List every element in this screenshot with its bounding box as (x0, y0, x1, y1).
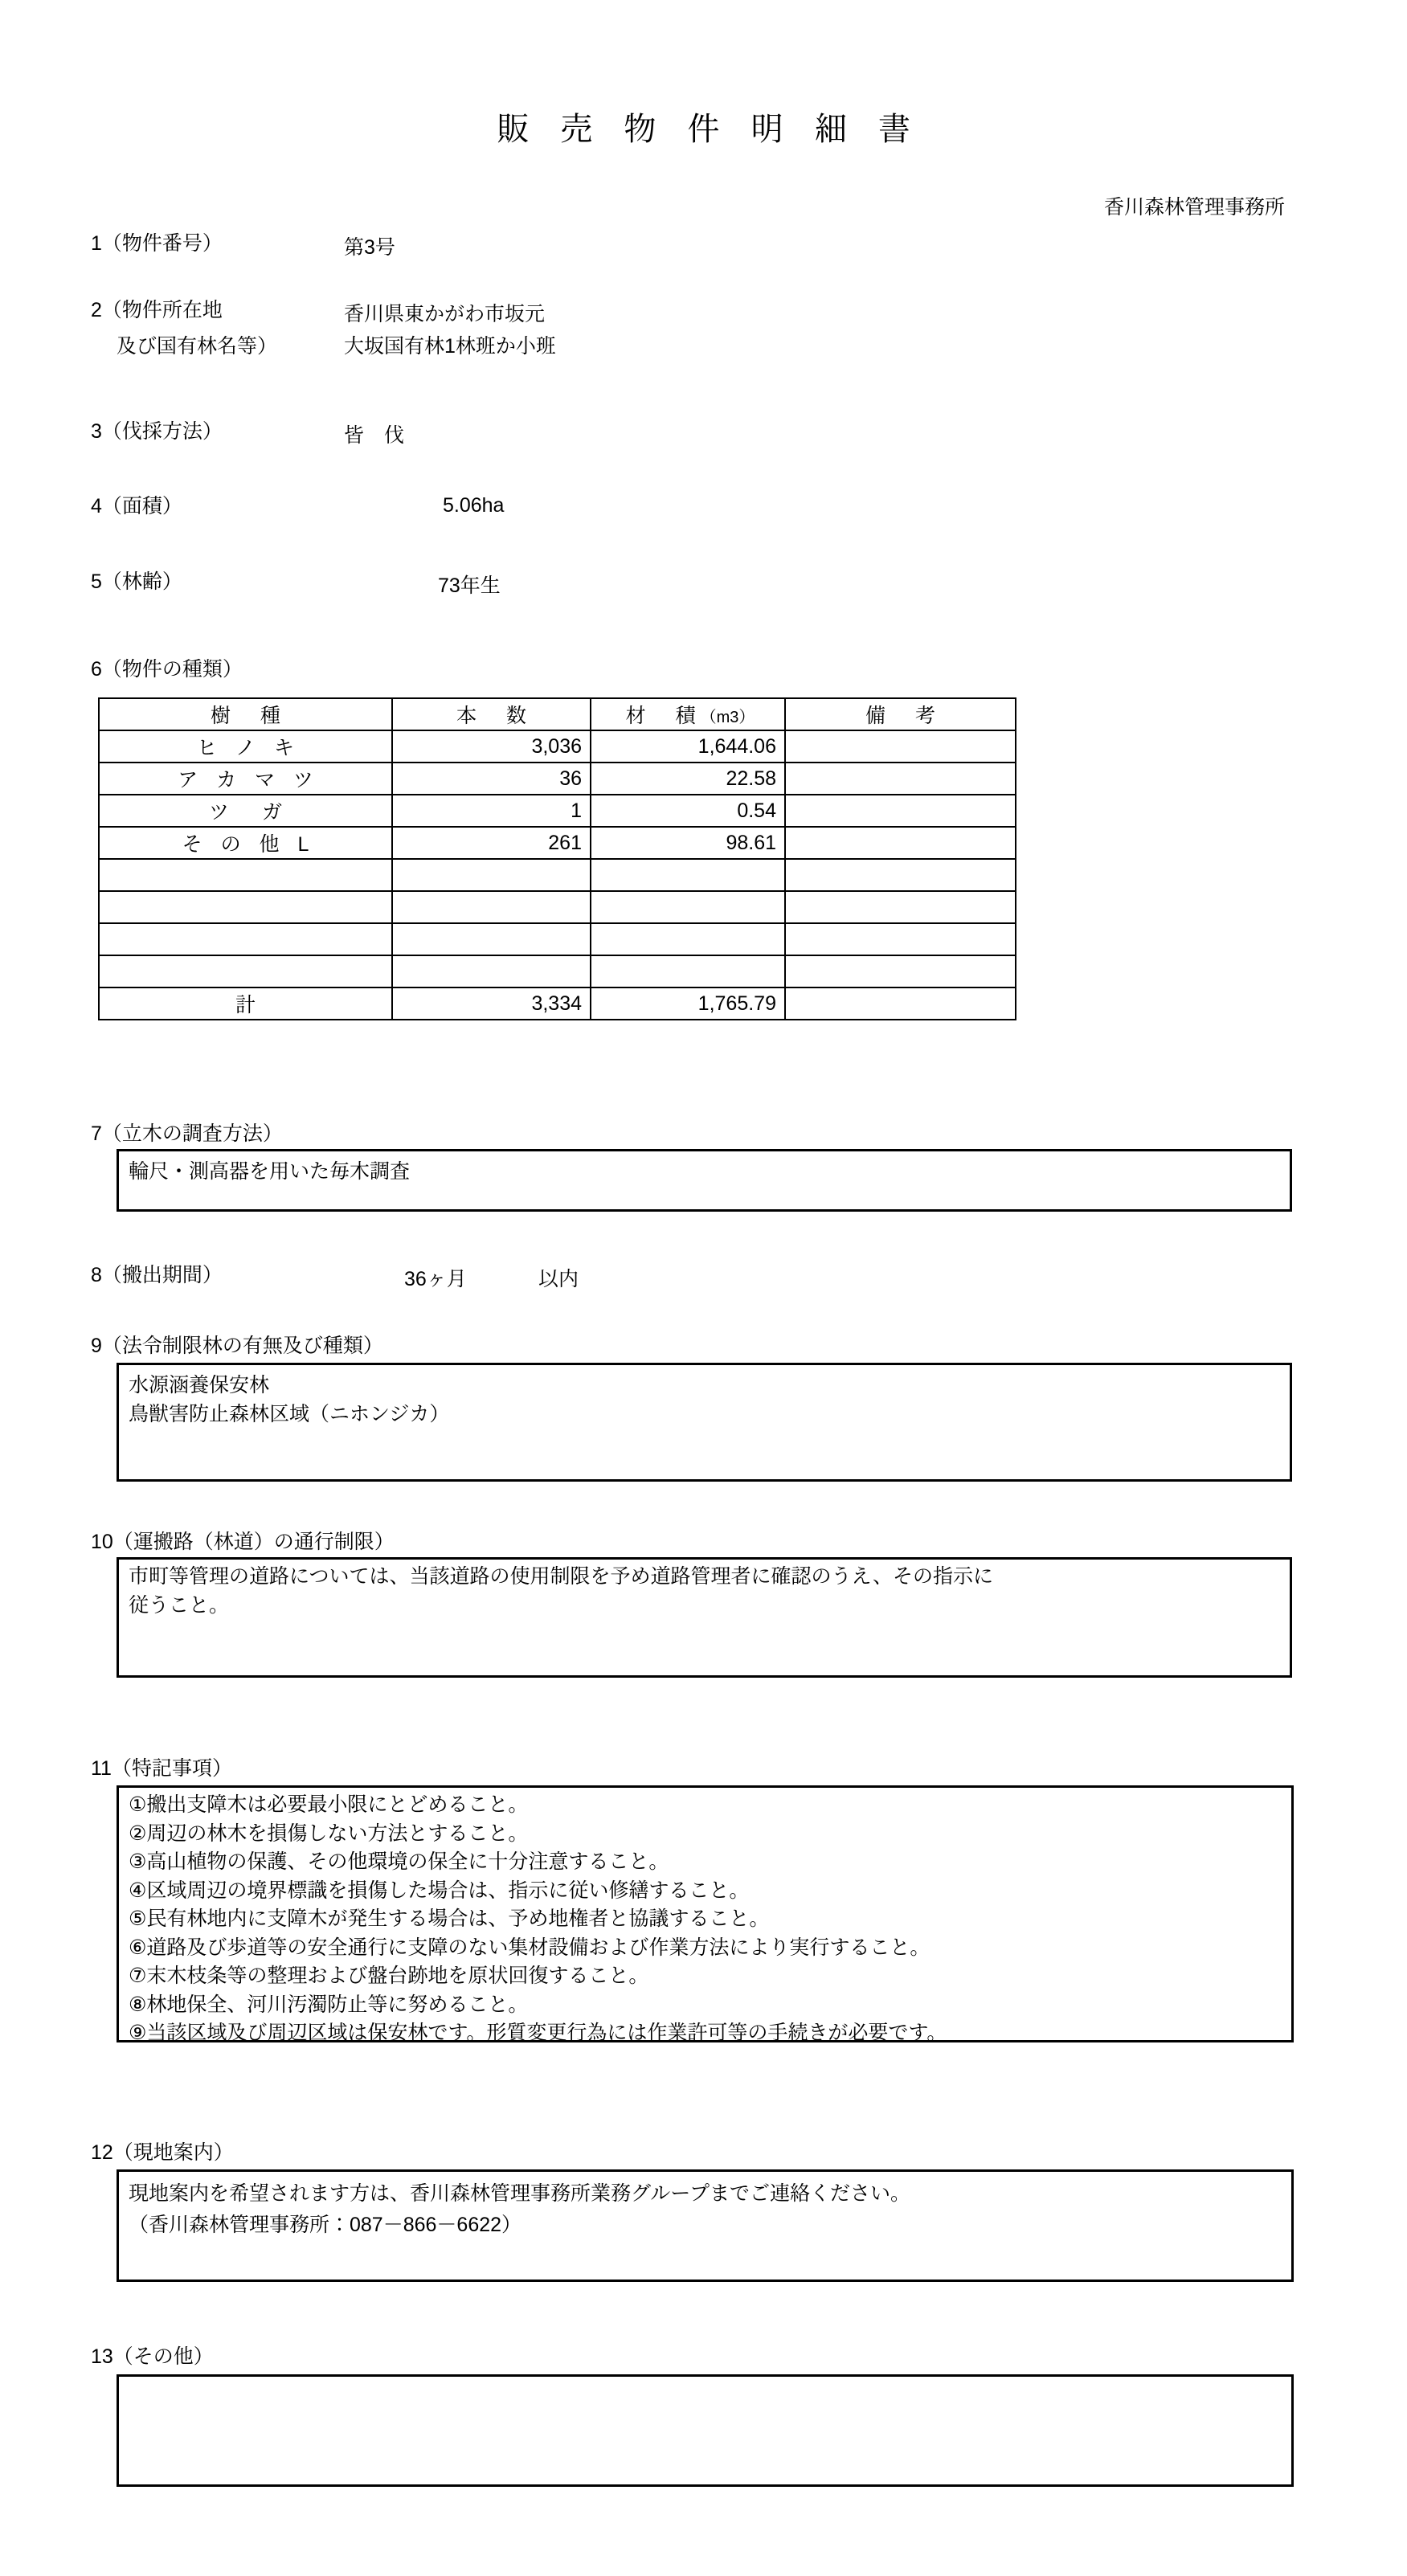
table-cell-remarks (785, 763, 1016, 795)
table-cell-remarks (785, 730, 1016, 763)
section-label-item7: 7（立木の調査方法） (91, 1122, 283, 1145)
table-cell-total-count: 3,334 (392, 987, 591, 1020)
textbox-item11[interactable] (117, 1785, 1294, 2042)
textbox-item12-line1: 現地案内を希望されます方は、香川森林管理事務所業務グループまでご連絡ください。 (129, 2182, 911, 2205)
table-cell-count: 261 (392, 827, 591, 859)
table-cell-species: ヒ ノ キ (99, 730, 392, 763)
table-header-volume-unit: （m3） (700, 709, 755, 726)
table-cell-volume (591, 891, 785, 923)
field-label-item2-line2: 及び国有林名等） (117, 335, 278, 358)
table-cell-remarks (785, 923, 1016, 955)
table-cell-remarks (785, 795, 1016, 827)
textbox-item10[interactable] (117, 1557, 1292, 1678)
textbox-item10-line1: 市町等管理の道路については、当該道路の使用制限を予め道路管理者に確認のうえ、その指示に (129, 1565, 994, 1588)
organization-name: 香川森林管理事務所 (1103, 196, 1285, 219)
table-cell-remarks (785, 827, 1016, 859)
textbox-item7-line1: 輪尺・測高器を用いた毎木調査 (129, 1160, 411, 1183)
textbox-item9-line2: 鳥獣害防止森林区域（ニホンジカ） (129, 1402, 450, 1425)
table-cell-volume: 1,644.06 (591, 730, 785, 763)
textbox-item9[interactable] (117, 1363, 1292, 1482)
section-label-item11: 11（特記事項） (91, 1757, 232, 1780)
textbox-item9-line1: 水源涵養保安林 (129, 1374, 270, 1396)
table-cell-count: 36 (392, 763, 591, 795)
special-note-item: ⑥道路及び歩道等の安全通行に支障のない集材設備および作業方法により実行すること。 (129, 1936, 931, 1959)
field-label-item1: 1（物件番号） (91, 232, 223, 255)
table-header-volume (591, 698, 785, 730)
table-row (99, 763, 1016, 795)
table-row (99, 827, 1016, 859)
table-cell-species (99, 859, 392, 891)
field-label-item2-line1: 2（物件所在地 (91, 299, 223, 321)
tree-species-table (98, 697, 1016, 1020)
table-cell-species (99, 891, 392, 923)
special-note-item: ⑧林地保全、河川汚濁防止等に努めること。 (129, 1993, 529, 2016)
field-value-item2-line1: 香川県東かがわ市坂元 (344, 303, 546, 325)
special-note-item: ⑤民有林地内に支障木が発生する場合は、予め地権者と協議すること。 (129, 1907, 770, 1930)
special-note-item: ⑦末木枝条等の整理および盤台跡地を原状回復すること。 (129, 1965, 649, 1987)
table-header-species: 樹 種 (99, 698, 392, 730)
field-value-item4: 5.06ha (443, 494, 505, 517)
table-row (99, 730, 1016, 763)
table-cell-count (392, 891, 591, 923)
field-label-item3: 3（伐採方法） (91, 420, 223, 443)
field-value-item5: 73年生 (438, 574, 501, 597)
table-cell-remarks (785, 891, 1016, 923)
table-cell-count (392, 955, 591, 987)
section-label-item9: 9（法令制限林の有無及び種類） (91, 1335, 383, 1357)
table-cell-species (99, 923, 392, 955)
table-cell-count (392, 923, 591, 955)
field-label-item8: 8（搬出期間） (91, 1264, 223, 1286)
table-cell-volume (591, 859, 785, 891)
table-cell-count: 1 (392, 795, 591, 827)
textbox-item10-line2: 従うこと。 (129, 1593, 230, 1617)
table-cell-total-volume: 1,765.79 (591, 987, 785, 1020)
field-value-item8: 36ヶ月 (404, 1268, 467, 1290)
table-cell-volume: 98.61 (591, 827, 785, 859)
table-total-row (99, 987, 1016, 1020)
table-cell-count (392, 859, 591, 891)
table-row (99, 859, 1016, 891)
special-note-item: ①搬出支障木は必要最小限にとどめること。 (129, 1793, 529, 1816)
textbox-item12[interactable] (117, 2169, 1294, 2282)
table-header-row (99, 698, 1016, 730)
table-row (99, 955, 1016, 987)
table-cell-count: 3,036 (392, 730, 591, 763)
textbox-item7[interactable] (117, 1149, 1292, 1212)
table-row (99, 795, 1016, 827)
table-cell-volume: 22.58 (591, 763, 785, 795)
table-row (99, 923, 1016, 955)
table-cell-species (99, 955, 392, 987)
table-row (99, 891, 1016, 923)
table-header-count: 本 数 (392, 698, 591, 730)
table-cell-species: そ の 他 L (99, 827, 392, 859)
table-cell-volume (591, 955, 785, 987)
table-cell-volume (591, 923, 785, 955)
field-label-item5: 5（林齢） (91, 570, 182, 593)
page-title: 販 売 物 件 明 細 書 (497, 112, 922, 147)
section-label-item6: 6（物件の種類） (91, 658, 243, 681)
table-cell-remarks (785, 859, 1016, 891)
field-value-item2-line2: 大坂国有林1林班か小班 (344, 335, 556, 358)
special-note-item: ④区域周辺の境界標識を損傷した場合は、指示に従い修繕すること。 (129, 1879, 750, 1902)
textbox-item12-line2: （香川森林管理事務所：087－866－6622） (129, 2213, 522, 2236)
special-note-item: ③高山植物の保護、その他環境の保全に十分注意すること。 (129, 1850, 669, 1873)
field-value-item8-suffix: 以内 (538, 1268, 579, 1290)
field-label-item4: 4（面積） (91, 495, 182, 517)
section-label-item13: 13（その他） (91, 2345, 214, 2368)
table-cell-species: ツ ガ (99, 795, 392, 827)
section-label-item12: 12（現地案内） (91, 2141, 234, 2164)
table-cell-remarks (785, 955, 1016, 987)
section-label-item10: 10（運搬路（林道）の通行制限） (91, 1531, 395, 1553)
textbox-item13[interactable] (117, 2374, 1294, 2487)
field-value-item3: 皆 伐 (344, 424, 405, 447)
table-header-remarks: 備 考 (785, 698, 1016, 730)
table-cell-total-remarks (785, 987, 1016, 1020)
table-cell-species: ア カ マ ツ (99, 763, 392, 795)
special-note-item: ②周辺の林木を損傷しない方法とすること。 (129, 1822, 529, 1845)
field-value-item1: 第3号 (344, 236, 395, 259)
table-cell-volume: 0.54 (591, 795, 785, 827)
special-note-item: ⑨当該区域及び周辺区域は保安林です。形質変更行為には作業許可等の手続きが必要です。 (129, 2022, 947, 2044)
table-cell-total-label: 計 (99, 987, 392, 1020)
table-header-volume-text: 材 積 (625, 705, 701, 727)
